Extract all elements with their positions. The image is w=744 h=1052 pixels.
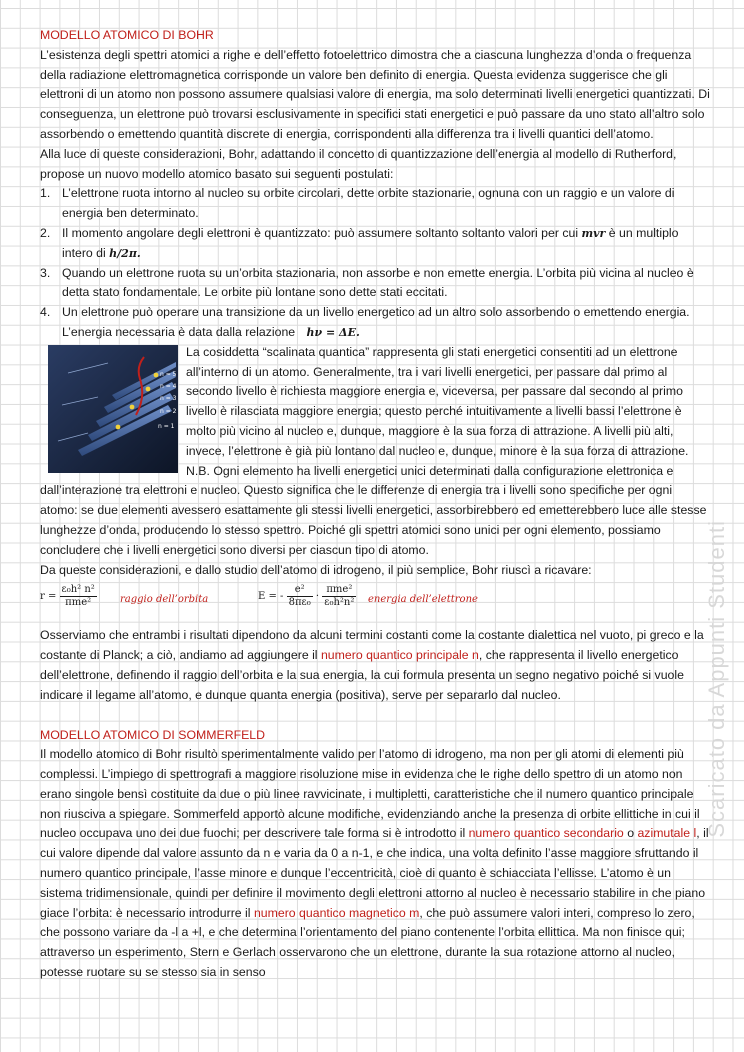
watermark: Scaricato da Appunti Studenti — [704, 520, 729, 838]
sommerfeld-paragraph: Il modello atomico di Bohr risultò sperimentalmente valido per l’atomo di idrogeno, ma non per gli atomi di elementi più complessi. L’impiego di spettrografi a maggiore risoluzione mise in evidenza che le righe dello spettro di un atomo non erano singole bensì costituite da due o più linee ravvicinate, i multipletti, caratteristiche che il numero quantico principale non riusciva a spiegare. Sommerfeld apportò alcune modifiche, evidenziando anche la presenza di orbite ellittiche in cui il nucleo occupava uno dei due fuochi; per descrivere tale forma si è introdotto il numero quantico secondario o azimutale l, il cui valore dipende dal valore assunto da n e varia da 0 a n-1, e che indica, una volta definito l’asse maggiore sfruttando il numero quantico principale, l’asse minore e dunque l’eccentricità, cioè di quanto è schiacciata l’ellisse. L’atomo è un sistema tridimensionale, quindi per definire il movimento degli elettroni attorno al nucleo è necessario stabilire in che piano giace l’orbita: è necessario introdurre il numero quantico magnetico m, che può assumere valori interi, compreso lo zero, che possono variare da -l a +l, e che determina l’orientamento del piano contenente l’orbita ellittica. Ma non finisce qui; attraverso un esperimento, Stern e Gerlach osservarono che un elettrone, durante la sua rotazione attorno al nucleo, potesse ruotare su se stesso sia in senso — [40, 747, 709, 980]
svg-text:n = 2: n = 2 — [160, 407, 177, 415]
sommerfeld-heading: MODELLO ATOMICO DI SOMMERFELD — [40, 727, 266, 742]
secondary-quantum-number: numero quantico secondario — [468, 826, 624, 841]
svg-text:n = 1: n = 1 — [158, 422, 175, 430]
magnetic-quantum-number: numero quantico magnetico m — [253, 905, 420, 920]
formula-radius: r = $\frac{\text{ε₀h² n²}}{\text{πme²}}$ — [40, 584, 95, 609]
document-page — [40, 26, 712, 983]
svg-text:n = 4: n = 4 — [160, 382, 177, 390]
bohr-paragraph-5: Osserviamo che entrambi i risultati dipendono da alcuni termini costanti come la costante dialettica nel vuoto, pi greco e la costante di Planck; a ciò, andiamo ad aggiungere il numero quantico principale n, che rappresenta il livello energetico dell’elettrone, definendo il raggio dell’orbita e la sua energia, la cui formula presenta un segno negativo poiché si vuole indicare il legame all’atomo, e dunque quanta energia (positiva), serve per separarlo dal nucleo. — [40, 628, 704, 702]
formula-radius-label: raggio dell’orbita — [120, 594, 209, 606]
formula-energy: E = - $\frac{\text{e²}}{\text{8πε₀}}$ · $\frac{\text{πme²}}{\text{ε₀h²n²}}$ — [258, 584, 355, 609]
bohr-paragraph-4: Da queste considerazioni, e dallo studio dell’atomo di idrogeno, il più semplice, Bohr riuscì a ricavare: — [40, 562, 592, 577]
svg-text:n = 5: n = 5 — [160, 370, 177, 378]
postulate-item: 3. Quando un elettrone ruota su un’orbita stazionaria, non assorbe e non emette energia. L’orbita più vicina al nucleo è detta stato fondamentale. Le orbite più lontane sono dette stati eccitati. — [40, 265, 694, 300]
principal-quantum-number: numero quantico principale n — [320, 648, 479, 663]
bohr-paragraph-1: L’esistenza degli spettri atomici a righe e dell’effetto fotoelettrico dimostra che a ciascuna lunghezza d’onda o frequenza della radiazione elettromagnetica corrisponde un valore ben definito di energia. Questa evidenza suggerisce che gli elettroni di un atomo non possono assumere qualsiasi valore di energia, ma solo determinati livelli energetici quantizzati. Di conseguenza, un elettrone può trovarsi esclusivamente in specifici stati energetici e può passare da uno stato all’altro solo assorbendo o emettendo quantità discrete di energia, corrispondenti alla differenza tra i livelli quantici dell’atomo. — [40, 47, 710, 141]
formula-energy-label: energia dell’elettrone — [368, 594, 478, 606]
bohr-paragraph-3: La cosiddetta “scalinata quantica” rappresenta gli stati energetici consentiti ad un elettrone all’interno di un atomo. Generalmente, tra i vari livelli energetici, per passare dal primo al secondo livello è richiesta maggiore energia e, viceversa, per passare dal secondo al primo livello è rilasciata maggiore energia; questo perché intuitivamente a livelli bassi l’elettrone è molto più vicino al nucleo e, dunque, maggiore è la sua forza di attrazione. A livelli più alti, invece, l’elettrone è già più lontano dal nucleo e, dunque, minore è la sua forza di attrazione. N.B. Ogni elemento ha livelli energetici unici determinati dalla configurazione elettronica e dall’interazione tra elettroni e nucleo. Questo significa che le differenze di energia tra i livelli sono specifiche per ogni atomo: se due elementi avessero esattamente gli stessi livelli energetici, assorbirebbero ed emetterebbero luce alle stesse lunghezze d’onda, producendo lo stesso spettro. Poiché gli spettri atomici sono unici per ogni elemento, possiamo concludere che i livelli energetici sono diversi per ciascun tipo di atomo. — [40, 344, 707, 557]
bohr-heading: MODELLO ATOMICO DI BOHR — [40, 28, 214, 42]
bohr-paragraph-2: Alla luce di queste considerazioni, Bohr, adattando il concetto di quantizzazione dell’energia al modello di Rutherford, propose un nuovo modello atomico basato sui seguenti postulati: — [40, 146, 677, 181]
quantum-staircase-figure — [48, 345, 180, 475]
formula-h-over-2pi: h/2π. — [109, 246, 141, 260]
formula-mvr: mvr — [581, 226, 606, 240]
postulate-item: 4. Un elettrone può operare una transizione da un livello energetico ad un altro solo assorbendo o emettendo energia. L’energia necessaria è data dalla relazione hν = ΔE. — [40, 305, 690, 339]
svg-text:n = 3: n = 3 — [160, 394, 177, 402]
formula-hv-deltaE: hν = ΔE. — [306, 325, 360, 339]
azimuthal-quantum-number: azimutale l — [637, 826, 697, 841]
bohr-formulas — [40, 582, 712, 626]
postulate-item: 2. Il momento angolare degli elettroni è quantizzato: può assumere soltanto soltanto valori per cui mvr è un multiplo intero di h/2π. — [40, 225, 679, 260]
postulate-item: 1. L’elettrone ruota intorno al nucleo su orbite circolari, dette orbite stazionarie, ognuna con un raggio e un valore di energia ben determinato. — [40, 186, 675, 221]
quantum-staircase-image — [48, 345, 178, 473]
postulates-list — [40, 184, 712, 342]
